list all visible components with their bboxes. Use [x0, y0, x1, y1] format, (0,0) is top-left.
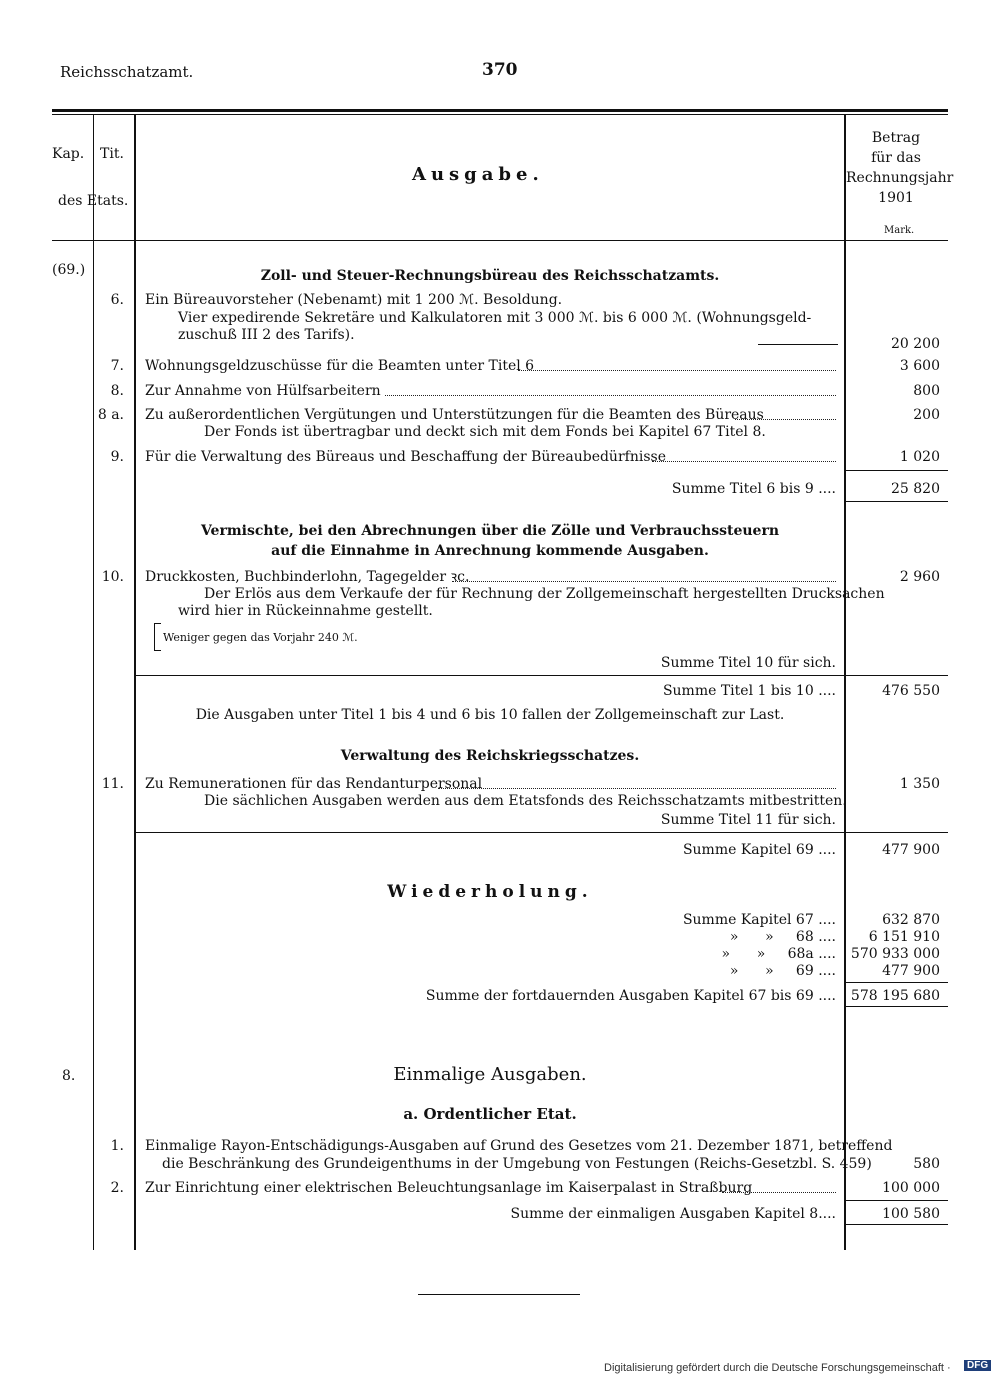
- summary-label: Summe Kapitel 67 ....: [682, 912, 836, 928]
- sum-rule: [846, 1200, 948, 1201]
- col-tit: Tit.: [100, 146, 124, 162]
- summary-label: » » 68a ....: [721, 946, 836, 962]
- top-rule: [52, 109, 948, 112]
- row-text: Für die Verwaltung des Büreaus und Beschaffung der Büreaubedürfnisse: [145, 449, 666, 465]
- row-tit: 6.: [110, 292, 124, 308]
- sum-rule: [136, 832, 948, 833]
- row-amount: 20 200: [891, 336, 940, 352]
- leader-dots: [438, 788, 836, 789]
- row-amount: 580: [913, 1156, 940, 1172]
- row-text: Wohnungsgeldzuschüsse für die Beamten unter Titel 6: [145, 358, 535, 374]
- sum-rule: [846, 470, 948, 471]
- leader-dots: [452, 581, 836, 582]
- section-heading: Verwaltung des Reichskriegsschatzes.: [340, 748, 640, 764]
- sum-label: Summe Titel 10 für sich.: [660, 655, 836, 671]
- section-heading: Vermischte, bei den Abrechnungen über die Zölle und Verbrauchssteuern: [200, 523, 780, 539]
- top-rule-thin: [52, 114, 948, 115]
- leader-dots: [385, 395, 836, 396]
- row-text: Druckkosten, Buchbinderlohn, Tagegelder ꝛc.: [145, 569, 470, 585]
- row-tit: 9.: [110, 449, 124, 465]
- sum-rule: [846, 1006, 948, 1007]
- section-heading: Einmalige Ausgaben.: [393, 1064, 587, 1085]
- summary-amount: 632 870: [882, 912, 940, 928]
- row-amount: 200: [913, 407, 940, 423]
- row-tit: 8 a.: [97, 407, 124, 423]
- summary-amount: 570 933 000: [850, 946, 940, 962]
- summary-total-label: Summe der fortdauernden Ausgaben Kapitel 67 bis 69 ....: [425, 988, 836, 1004]
- row-text: Ein Büreauvorsteher (Nebenamt) mit 1 200 ℳ. Besoldung.: [145, 292, 563, 308]
- row-text: Einmalige Rayon-Entschädigungs-Ausgaben auf Grund des Gesetzes vom 21. Dezember 1871, betreffend: [145, 1138, 893, 1154]
- row-amount: 3 600: [899, 358, 940, 374]
- row-text: wird hier in Rückeinnahme gestellt.: [178, 603, 433, 619]
- sum-rule: [136, 675, 948, 676]
- note-text: Weniger gegen das Vorjahr 240 ℳ.: [163, 631, 358, 644]
- section-heading: Wiederholung.: [387, 882, 593, 902]
- summary-label: » » 69 ....: [729, 963, 836, 979]
- row-amount: 2 960: [899, 569, 940, 585]
- rule-text-amount: [844, 114, 846, 1250]
- row-text: Vier expedirende Sekretäre und Kalkulatoren mit 3 000 ℳ. bis 6 000 ℳ. (Wohnungsgeld-: [178, 310, 812, 326]
- running-head: Reichsschatzamt.: [60, 63, 194, 81]
- summary-total-amount: 578 195 680: [850, 988, 940, 1004]
- sum-amount: 477 900: [882, 842, 940, 858]
- dfg-logo: DFG: [964, 1360, 991, 1371]
- sum-amount: 25 820: [891, 481, 940, 497]
- col-des-etats: des Etats.: [58, 193, 129, 209]
- section-heading: auf die Einnahme in Anrechnung kommende Ausgaben.: [271, 543, 709, 559]
- leader-dots: [722, 1192, 836, 1193]
- sum-rule: [846, 1224, 948, 1225]
- row-amount: 1 350: [899, 776, 940, 792]
- row-tit: 8.: [110, 383, 124, 399]
- kap-8: 8.: [62, 1068, 76, 1084]
- row-tit: 10.: [101, 569, 124, 585]
- footer-text: Digitalisierung gefördert durch die Deutsche Forschungsgemeinschaft ·: [604, 1362, 951, 1374]
- summary-amount: 477 900: [882, 963, 940, 979]
- end-rule: [418, 1294, 580, 1295]
- sum-label: Summe der einmaligen Ausgaben Kapitel 8....: [510, 1206, 836, 1222]
- note-bracket: [154, 623, 161, 651]
- col-mark: Mark.: [884, 225, 915, 236]
- col-betrag-1: Betrag: [871, 130, 921, 146]
- row-text: zuschuß III 2 des Tarifs).: [178, 327, 355, 343]
- row-text: Zu Remunerationen für das Rendanturpersonal: [145, 776, 483, 792]
- remark: Die Ausgaben unter Titel 1 bis 4 und 6 bis 10 fallen der Zollgemeinschaft zur Last.: [195, 707, 785, 723]
- row-text: Der Erlös aus dem Verkaufe der für Rechnung der Zollgemeinschaft hergestellten Drucksachen: [204, 586, 885, 602]
- header-rule: [52, 240, 948, 241]
- page-number: 370: [482, 60, 518, 80]
- row-text: Zur Einrichtung einer elektrischen Beleuchtungsanlage im Kaiserpalast in Straßburg: [145, 1180, 753, 1196]
- row-tit: 11.: [101, 776, 124, 792]
- row-amount: 800: [913, 383, 940, 399]
- row-text: Die sächlichen Ausgaben werden aus dem Etatsfonds des Reichsschatzamts mitbestritten.: [204, 793, 847, 809]
- sum-label: Summe Titel 11 für sich.: [660, 812, 836, 828]
- section-subheading: a. Ordentlicher Etat.: [403, 1105, 577, 1123]
- sum-label: Summe Titel 6 bis 9 ....: [671, 481, 836, 497]
- col-betrag-4: 1901: [878, 190, 914, 206]
- sum-label: Summe Titel 1 bis 10 ....: [662, 683, 836, 699]
- row-text: die Beschränkung des Grundeigenthums in der Umgebung von Festungen (Reichs-Gesetzbl. S. 459): [162, 1156, 872, 1172]
- sum-rule: [846, 982, 948, 983]
- sum-amount: 100 580: [882, 1206, 940, 1222]
- col-title: Ausgabe.: [412, 164, 544, 185]
- row-tit: 7.: [110, 358, 124, 374]
- sum-label: Summe Kapitel 69 ....: [682, 842, 836, 858]
- rule-kap-tit: [93, 114, 94, 240]
- leader-dots: [652, 461, 836, 462]
- short-rule: [758, 344, 838, 345]
- row-tit: 2.: [110, 1180, 124, 1196]
- row-text: Der Fonds ist übertragbar und deckt sich mit dem Fonds bei Kapitel 67 Titel 8.: [204, 424, 766, 440]
- row-amount: 1 020: [899, 449, 940, 465]
- row-amount: 100 000: [882, 1180, 940, 1196]
- col-kap: Kap.: [52, 146, 85, 162]
- row-tit: 1.: [110, 1138, 124, 1154]
- summary-label: » » 68 ....: [729, 929, 836, 945]
- row-text: Zur Annahme von Hülfsarbeitern: [145, 383, 381, 399]
- row-text: Zu außerordentlichen Vergütungen und Unterstützungen für die Beamten des Büreaus: [145, 407, 764, 423]
- kap-69: (69.): [52, 262, 86, 278]
- section-heading: Zoll- und Steuer-Rechnungsbüreau des Reichsschatzamts.: [260, 268, 720, 284]
- sum-amount: 476 550: [882, 683, 940, 699]
- col-betrag-3: Rechnungsjahr: [846, 170, 954, 186]
- summary-amount: 6 151 910: [868, 929, 940, 945]
- leader-dots: [735, 419, 836, 420]
- col-betrag-2: für das: [871, 150, 921, 166]
- leader-dots: [518, 370, 836, 371]
- sum-rule: [846, 501, 948, 502]
